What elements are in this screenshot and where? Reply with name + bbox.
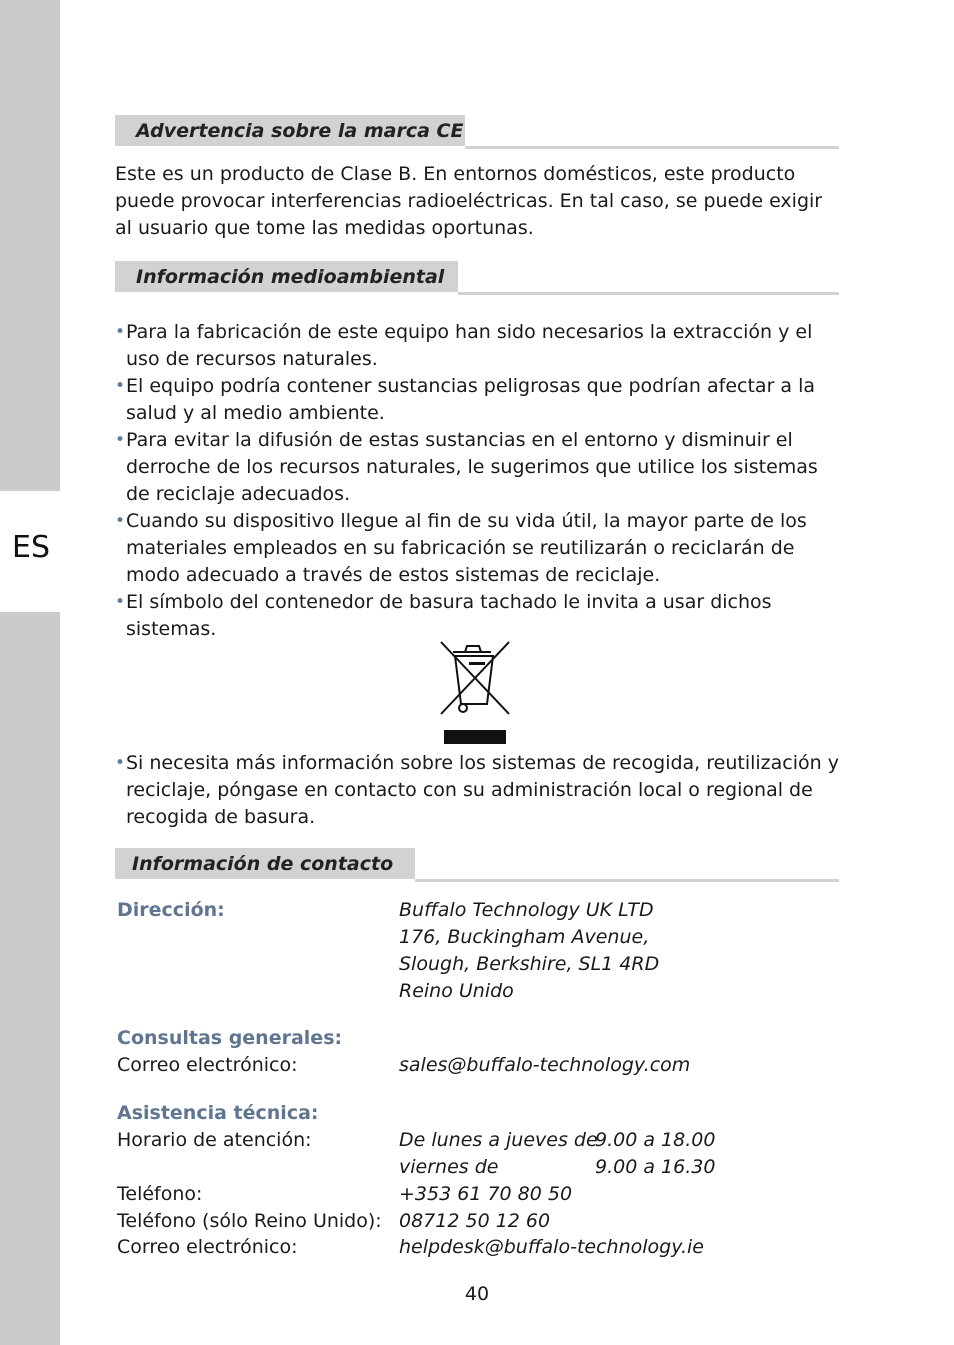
bullet-dot: • (115, 430, 126, 450)
general-email-label: Correo electrónico: (117, 1054, 298, 1076)
list-item: • Para la fabricación de este equipo han sido necesarios la extracción y el uso de recursos naturales. (115, 321, 813, 370)
tech-support-label: Asistencia técnica: (117, 1102, 319, 1124)
crossed-out-wheelie-bin-icon (435, 638, 515, 746)
ce-paragraph: Este es un producto de Clase B. En entornos domésticos, este producto puede provocar interferencias radioeléctricas. En tal caso, se puede exigir al usuario que tome las medidas oportunas. (115, 163, 823, 239)
phone-label: Teléfono: (117, 1183, 203, 1205)
list-item: • El símbolo del contenedor de basura tachado le invita a usar dichos sistemas. (115, 591, 772, 640)
list-item: • El equipo podría contener sustancias peligrosas que podrían afectar a la salud y al medio ambiente. (115, 375, 816, 424)
bullet-dot: • (115, 322, 126, 342)
general-inquiries-label: Consultas generales: (117, 1027, 343, 1049)
support-email-label: Correo electrónico: (117, 1236, 298, 1258)
phone-uk-label: Teléfono (sólo Reino Unido): (117, 1210, 382, 1232)
address-line: Buffalo Technology UK LTD (399, 899, 654, 921)
language-label: ES (12, 530, 50, 565)
bullet-dot: • (115, 511, 126, 531)
hours-time: 9.00 a 16.30 (595, 1156, 716, 1178)
phone-value: +353 61 70 80 50 (399, 1183, 573, 1205)
section-header-ce (115, 115, 839, 149)
hours-days: De lunes a jueves de (399, 1129, 598, 1151)
hours-time: 9.00 a 18.00 (595, 1129, 716, 1151)
address-line: Slough, Berkshire, SL1 4RD (399, 953, 660, 975)
bullet-dot: • (115, 753, 126, 773)
environment-bullet-list-after-icon (115, 750, 845, 831)
page-number: 40 (464, 1283, 490, 1305)
address-line: 176, Buckingham Avenue, (399, 926, 650, 948)
section-title-environment: Información medioambiental (136, 266, 445, 288)
list-item: • Para evitar la difusión de estas sustancias en el entorno y disminuir el derroche de los recursos naturales, le sugerimos que utilice los sistemas de reciclaje adecuados. (115, 429, 818, 505)
side-strip-bottom (0, 612, 60, 1345)
side-strip-top (0, 0, 60, 491)
list-item: • Cuando su dispositivo llegue al fin de su vida útil, la mayor parte de los materiales empleados en su fabricación se reutilizarán o reciclarán de modo adecuado a través de estos sistemas de reciclaje. (115, 510, 807, 586)
section-header-contact (115, 848, 839, 882)
list-item: • Si necesita más información sobre los sistemas de recogida, reutilización y reciclaje, póngase en contacto con su administración local o regional de recogida de basura. (115, 752, 839, 828)
bullet-dot: • (115, 376, 126, 396)
hours-days: viernes de (399, 1156, 499, 1178)
general-email: sales@buffalo-technology.com (399, 1054, 691, 1076)
hours-label: Horario de atención: (117, 1129, 312, 1151)
section-title-ce: Advertencia sobre la marca CE (136, 120, 464, 142)
section-header-environment (115, 261, 839, 295)
address-line: Reino Unido (399, 980, 514, 1002)
support-email: helpdesk@buffalo-technology.ie (399, 1236, 704, 1258)
environment-bullet-list (115, 319, 845, 643)
section-title-contact: Información de contacto (132, 853, 394, 875)
address-label: Dirección: (117, 899, 225, 921)
bullet-dot: • (115, 592, 126, 612)
phone-uk-value: 08712 50 12 60 (399, 1210, 551, 1232)
